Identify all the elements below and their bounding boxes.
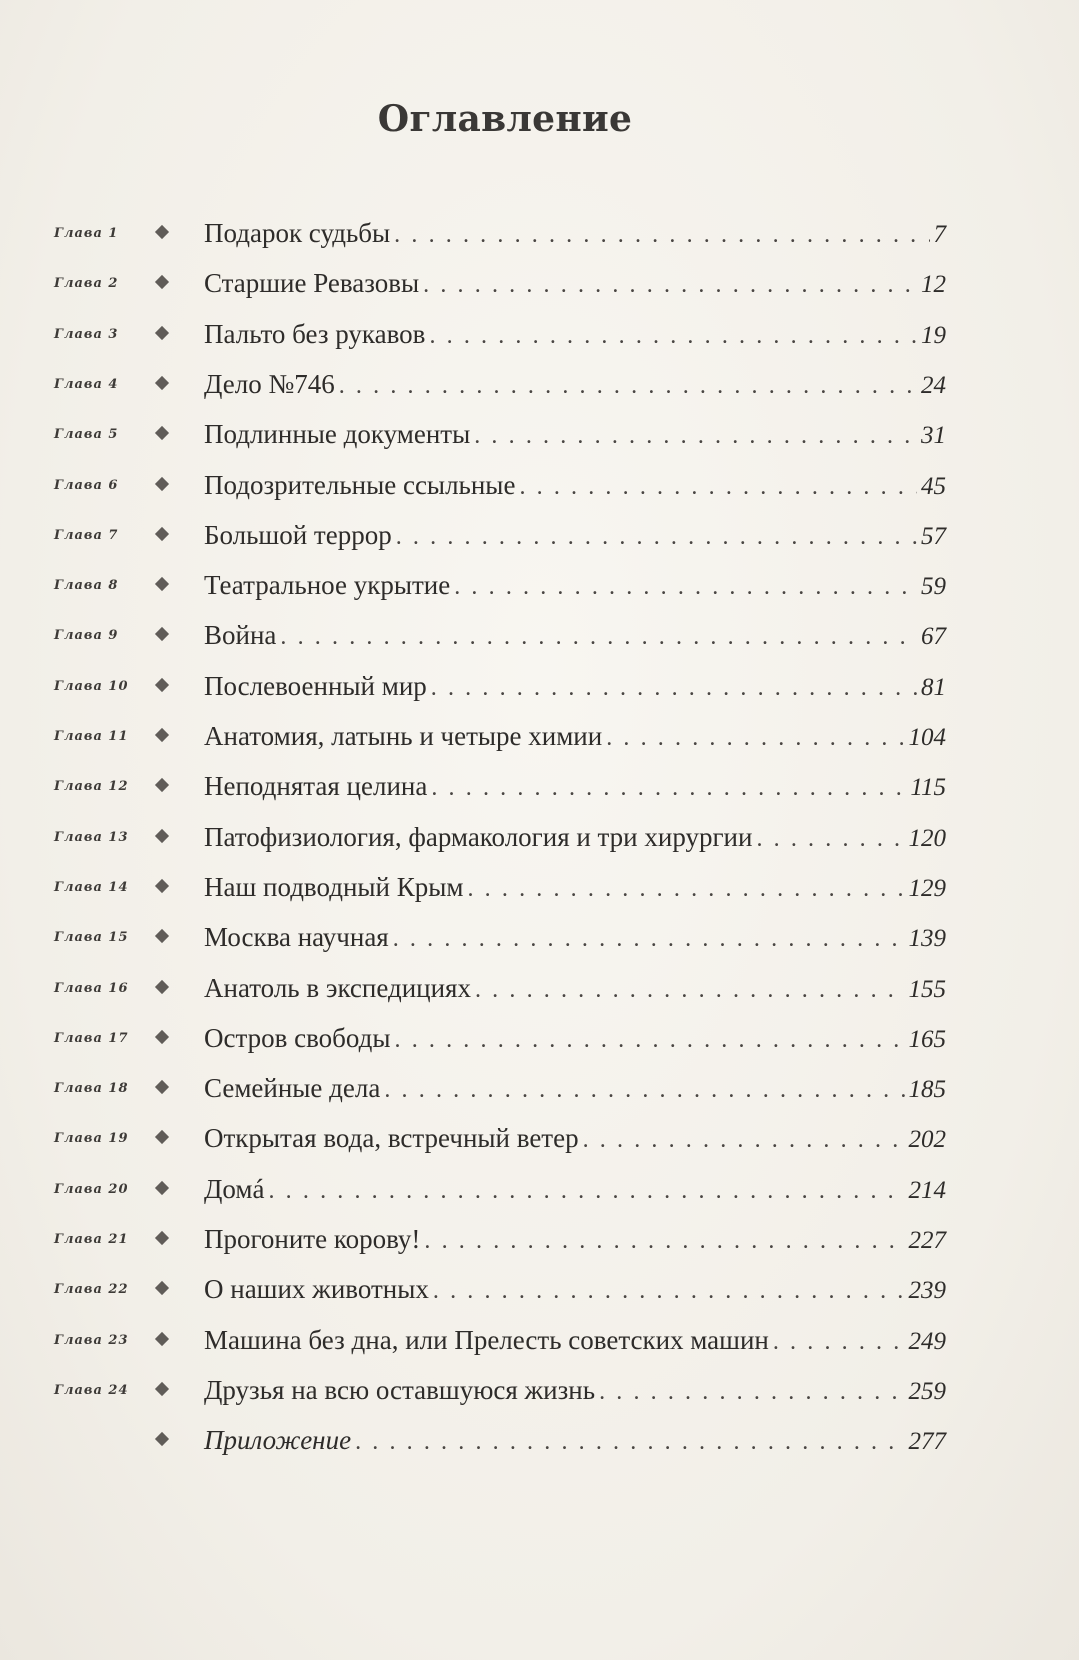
chapter-label: Глава 6 <box>54 477 119 493</box>
dot-leader <box>355 1422 904 1462</box>
chapter-label: Глава 1 <box>54 226 119 241</box>
toc-line <box>204 364 946 404</box>
entry-title: Прогоните корову! <box>204 1224 421 1254</box>
toc-entry[interactable] <box>0 1370 1079 1410</box>
page-number: 129 <box>908 874 946 902</box>
toc-line <box>204 465 946 505</box>
diamond-bullet-icon <box>155 1130 169 1144</box>
dot-leader <box>756 819 904 859</box>
dot-leader <box>599 1372 904 1412</box>
page-number: 7 <box>933 221 946 248</box>
toc-line <box>204 515 946 555</box>
dot-leader <box>475 970 905 1010</box>
dot-leader <box>395 1020 905 1060</box>
diamond-bullet-icon <box>155 577 169 591</box>
dot-leader <box>339 366 917 406</box>
dot-leader <box>429 316 917 356</box>
toc-entry[interactable] <box>0 414 1079 454</box>
dot-leader <box>467 869 904 909</box>
toc-entry[interactable] <box>0 364 1079 404</box>
chapter-label: Глава 23 <box>54 1332 129 1348</box>
page-number: 139 <box>908 925 946 953</box>
diamond-bullet-icon <box>155 1030 169 1044</box>
chapter-label: Глава 18 <box>54 1081 129 1097</box>
entry-title: Анатоль в экспедициях <box>204 972 471 1003</box>
entry-title: Театральное укрытие <box>204 570 451 601</box>
toc-line <box>204 1169 946 1209</box>
toc-line <box>204 666 946 706</box>
page-number: 155 <box>908 975 946 1003</box>
entry-title: О наших животных <box>204 1274 429 1305</box>
toc-line <box>204 716 946 756</box>
toc-line <box>204 1370 946 1410</box>
chapter-label: Глава 3 <box>54 326 119 342</box>
toc-entry[interactable] <box>0 565 1079 605</box>
toc-line <box>204 314 946 354</box>
entry-title: Война <box>204 620 277 651</box>
diamond-bullet-icon <box>155 225 169 239</box>
entry-title: Патофизиология, фармакология и три хирургии <box>204 821 753 852</box>
dot-leader <box>519 467 917 507</box>
page-number: 120 <box>908 824 946 852</box>
toc-line <box>204 1068 946 1108</box>
diamond-bullet-icon <box>155 527 169 541</box>
entry-title: Подозрительные ссыльные <box>204 469 516 500</box>
chapter-label: Глава 21 <box>54 1232 129 1247</box>
chapter-label: Глава 10 <box>54 678 129 694</box>
toc-entry[interactable] <box>0 515 1079 555</box>
chapter-label: Глава 22 <box>54 1282 129 1298</box>
page-number: 277 <box>908 1428 946 1456</box>
chapter-label: Глава 12 <box>54 779 129 795</box>
toc-line <box>204 213 946 253</box>
chapter-label: Глава 15 <box>54 930 129 946</box>
entry-title: Наш подводный Крым <box>204 871 464 902</box>
toc-entry[interactable] <box>0 1320 1079 1360</box>
toc-entry[interactable] <box>0 615 1079 655</box>
dot-leader <box>393 919 905 959</box>
diamond-bullet-icon <box>155 627 169 641</box>
dot-leader <box>396 517 917 557</box>
chapter-label: Глава 24 <box>54 1382 129 1398</box>
toc-entry[interactable] <box>0 1068 1079 1108</box>
diamond-bullet-icon <box>155 929 169 943</box>
toc-line <box>204 1219 946 1259</box>
entry-title: Большой террор <box>204 519 392 550</box>
page-number: 57 <box>921 522 946 550</box>
toc-line <box>204 1320 946 1360</box>
chapter-label: Глава 5 <box>54 427 119 443</box>
diamond-bullet-icon <box>155 979 169 993</box>
entry-title: Остров свободы <box>204 1022 391 1053</box>
chapter-label: Глава 7 <box>54 527 119 543</box>
toc-line <box>204 565 946 605</box>
chapter-label: Глава 13 <box>54 829 129 845</box>
chapter-label: Глава 8 <box>54 578 119 594</box>
page-number: 31 <box>921 422 946 450</box>
toc-entry[interactable] <box>0 867 1079 907</box>
chapter-label: Глава 16 <box>54 980 129 996</box>
toc-entry[interactable] <box>0 716 1079 756</box>
entry-title: Пальто без рукавов <box>204 318 426 349</box>
page-number: 115 <box>910 774 946 802</box>
entry-title: Подарок судьбы <box>204 218 391 248</box>
toc-line <box>204 1420 946 1460</box>
entry-title: Приложение <box>204 1425 352 1456</box>
dot-leader <box>583 1120 905 1160</box>
toc-line <box>204 1269 946 1309</box>
dot-leader <box>394 215 929 255</box>
toc-entry[interactable] <box>0 666 1079 706</box>
diamond-bullet-icon <box>155 326 169 340</box>
page-number: 59 <box>921 573 946 601</box>
dot-leader <box>474 416 917 456</box>
entry-title: Москва научная <box>204 922 389 953</box>
entry-title: Друзья на всю оставшуюся жизнь <box>204 1374 596 1405</box>
entry-title: Машина без дна, или Прелесть советских машин <box>204 1324 769 1355</box>
dot-leader <box>431 768 906 808</box>
chapter-label: Глава 9 <box>54 628 119 644</box>
entry-title: Дело №746 <box>204 368 335 399</box>
entry-title: Семейные дела <box>204 1073 381 1104</box>
diamond-bullet-icon <box>155 275 169 289</box>
page-number: 227 <box>908 1227 946 1254</box>
diamond-bullet-icon <box>155 426 169 440</box>
diamond-bullet-icon <box>155 1432 169 1446</box>
entry-title: Открытая вода, встречный ветер <box>204 1123 579 1154</box>
page-number: 24 <box>921 371 946 399</box>
toc-line <box>204 766 946 806</box>
entry-title: Подлинные документы <box>204 419 471 450</box>
page-number: 259 <box>908 1377 946 1405</box>
entry-title: Старшие Ревазовы <box>204 268 420 299</box>
chapter-label: Глава 11 <box>54 729 129 744</box>
toc-line <box>204 917 946 957</box>
toc-entry[interactable] <box>0 1169 1079 1209</box>
toc-entry[interactable] <box>0 213 1079 253</box>
diamond-bullet-icon <box>155 879 169 893</box>
toc-entry[interactable] <box>0 817 1079 857</box>
toc-entry[interactable] <box>0 1269 1079 1309</box>
toc-entry[interactable] <box>0 1018 1079 1058</box>
chapter-label: Глава 19 <box>54 1131 129 1147</box>
toc-entry[interactable] <box>0 1219 1079 1259</box>
page-title: Оглавление <box>377 98 633 140</box>
page-number: 185 <box>908 1076 946 1104</box>
diamond-bullet-icon <box>155 728 169 742</box>
chapter-label: Глава 17 <box>54 1030 129 1046</box>
dot-leader <box>268 1171 904 1211</box>
toc-line <box>204 968 946 1008</box>
page-number: 12 <box>921 271 946 299</box>
page-number: 165 <box>908 1025 946 1053</box>
diamond-bullet-icon <box>155 1181 169 1195</box>
page-number: 239 <box>908 1277 946 1305</box>
dot-leader <box>773 1322 905 1362</box>
toc-line <box>204 615 946 655</box>
toc-line <box>204 867 946 907</box>
dot-leader <box>431 668 917 708</box>
page-number: 202 <box>908 1126 946 1154</box>
toc-entry[interactable] <box>0 968 1079 1008</box>
toc-entry[interactable] <box>0 917 1079 957</box>
diamond-bullet-icon <box>155 1080 169 1094</box>
diamond-bullet-icon <box>155 1382 169 1396</box>
dot-leader <box>423 265 917 305</box>
page-number: 67 <box>921 623 946 651</box>
page-number: 214 <box>908 1176 946 1204</box>
page-number: 19 <box>921 321 946 349</box>
toc-entry[interactable] <box>0 314 1079 354</box>
chapter-label: Глава 14 <box>54 879 129 895</box>
page-number: 45 <box>921 472 946 500</box>
toc-entry[interactable] <box>0 766 1079 806</box>
entry-title: Домá <box>204 1173 265 1204</box>
diamond-bullet-icon <box>155 476 169 490</box>
dot-leader <box>433 1271 905 1311</box>
page-number: 249 <box>908 1327 946 1355</box>
toc-line <box>204 414 946 454</box>
diamond-bullet-icon <box>155 1281 169 1295</box>
diamond-bullet-icon <box>155 778 169 792</box>
diamond-bullet-icon <box>155 678 169 692</box>
dot-leader <box>280 617 917 657</box>
toc-entry[interactable] <box>0 1118 1079 1158</box>
page-number: 81 <box>921 673 946 701</box>
toc-entry[interactable] <box>0 465 1079 505</box>
dot-leader <box>606 718 904 758</box>
diamond-bullet-icon <box>155 1332 169 1346</box>
toc-line <box>204 1018 946 1058</box>
dot-leader <box>454 567 917 607</box>
diamond-bullet-icon <box>155 376 169 390</box>
toc-line <box>204 817 946 857</box>
dot-leader <box>424 1221 904 1261</box>
chapter-label: Глава 2 <box>54 276 119 292</box>
dot-leader <box>384 1070 904 1110</box>
toc-line <box>204 263 946 303</box>
diamond-bullet-icon <box>155 1231 169 1245</box>
diamond-bullet-icon <box>155 829 169 843</box>
entry-title: Неподнятая целина <box>204 771 428 802</box>
page-number: 104 <box>908 724 946 751</box>
entry-title: Анатомия, латынь и четыре химии <box>204 721 603 751</box>
toc-entry-appendix[interactable] <box>0 1420 1079 1460</box>
toc-entry[interactable] <box>0 263 1079 303</box>
chapter-label: Глава 4 <box>54 376 119 392</box>
chapter-label: Глава 20 <box>54 1181 129 1197</box>
entry-title: Послевоенный мир <box>204 670 427 701</box>
toc-line <box>204 1118 946 1158</box>
